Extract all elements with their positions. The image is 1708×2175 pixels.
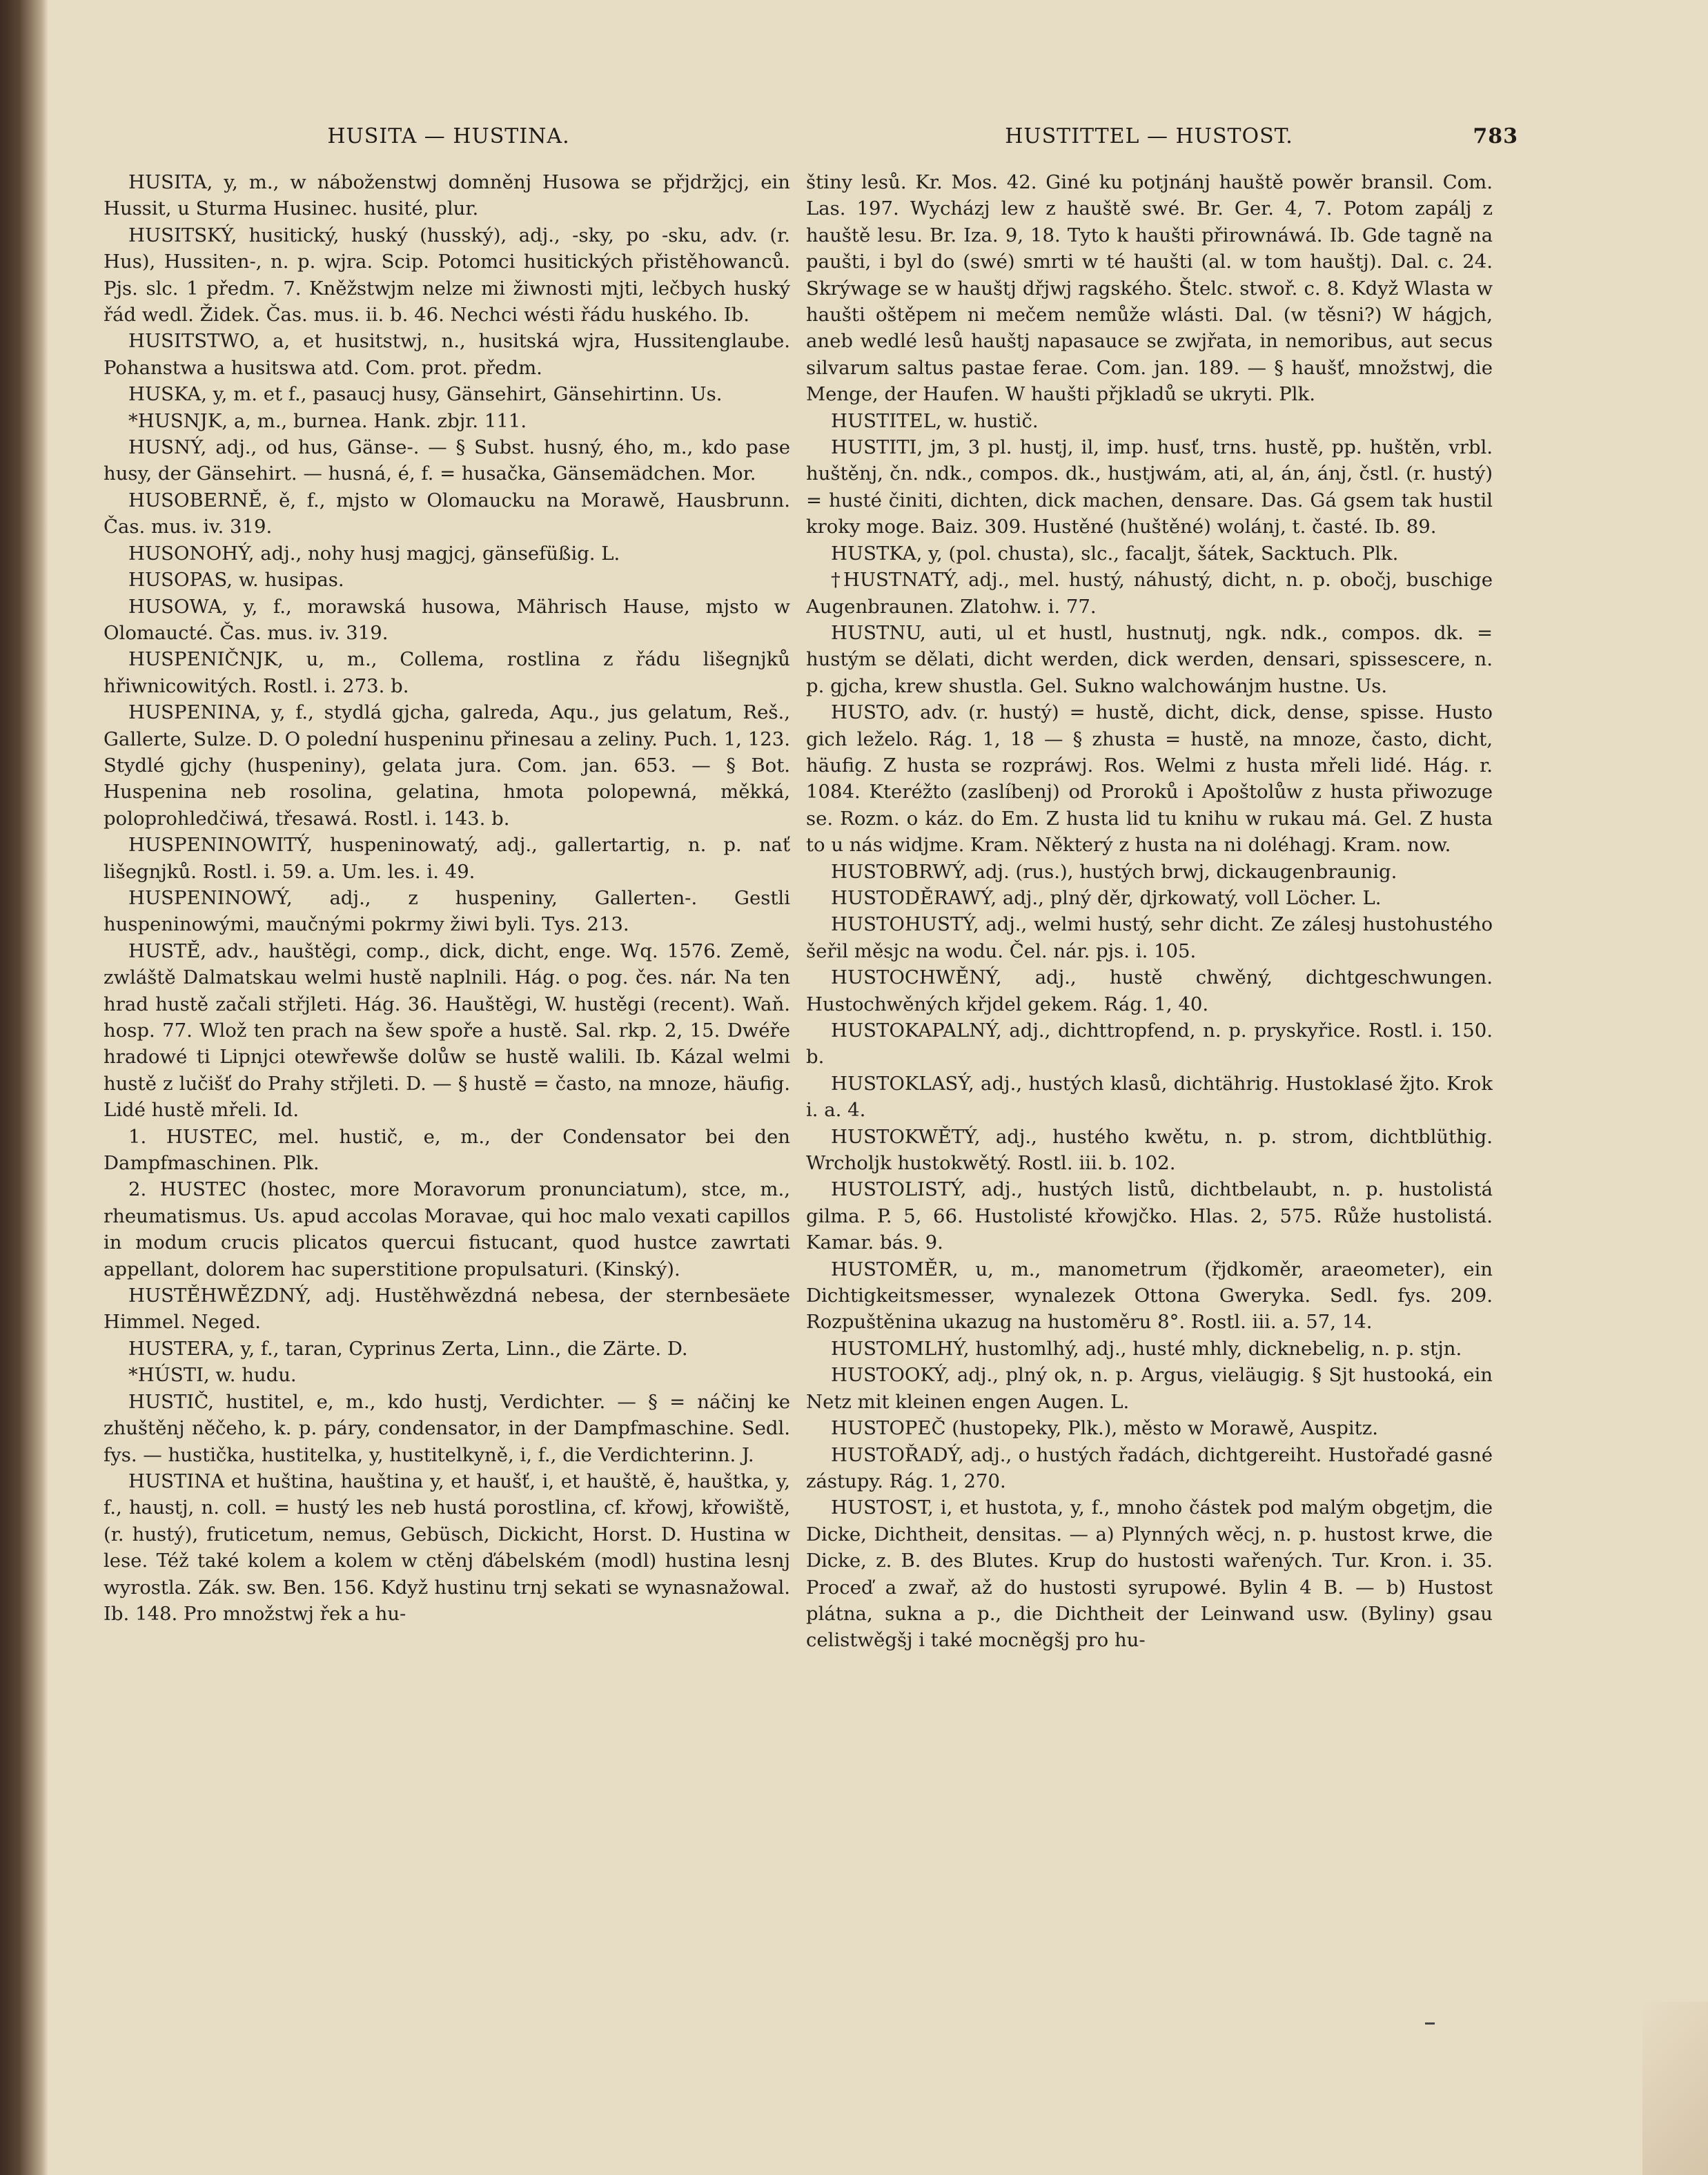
- entry-huska: HUSKA, y, m. et f., pasaucj husy, Gänsehirt, Gänsehirtinn. Us.: [128, 383, 723, 406]
- page-corner-stain: [1642, 2002, 1708, 2175]
- entry-hustomer: HUSTOMĚR, u, m., manometrum (řjdkoměr, araeometer), ein Dichtigkeitsmesser, wynalezek Ottona Gweryka. Sedl. fys. 209. Rozpuštěnina ukazug na hustoměru 8°. Rostl. iii. a. 57, 14.: [806, 1258, 1493, 1334]
- entry-hustoklasy: HUSTOKLASÝ, adj., hustých klasů, dichtährig. Hustoklasé žjto. Krok i. a. 4.: [806, 1072, 1493, 1122]
- entry-husto: HUSTO, adv. (r. hustý) = hustě, dicht, dick, dense, spisse. Husto gich leželo. Rág. 1, 18 — § zhusta = hustě, na mnoze, často, dicht, häufig. Z husta se rozpráwj. Ros. Welmi z husta mřeli lidé. Hág. r. 1084. Kteréžto (zaslíbenj) od Proroků i Apoštolůw z husta přiwozuge se. Rozm. o káz. do Em. Z husta lid tu knihu w rukau má. Gel. Z husta to u nás widjme. Kram. Některý z husta na ni doléhagj. Kram. now.: [806, 701, 1493, 857]
- footer-dash: [1425, 2022, 1435, 2025]
- entry-hustopec: HUSTOPEČ (hustopeky, Plk.), město w Morawě, Auspitz.: [831, 1417, 1378, 1440]
- entry-hustina-continued: štiny lesů. Kr. Mos. 42. Giné ku potjnánj hauště powěr bransil. Com. Las. 197. Wycházj lew z hauště swé. Br. Ger. 4, 7. Potom zapálj z hauště lesu. Br. Iza. 9, 18. Tyto k haušti přirownáwá. Ib. Gde tagně na paušti, i byl do (swé) smrti w té haušti (al. w tom hauštj). Dal. c. 24. Skrýwage se w hauštj dřjwj ragského. Štelc. stwoř. c. 8. Když Wlasta w haušti oštěpem ni mečem nemůže wlásti. Dal. (w těsni?) W hágjch, aneb wedlé lesů hauštj napasauce se zwjřata, in nemoribus, aut secus silvarum saltus pastae ferae. Com. jan. 189. — § haušť, množstwj, die Menge, der Haufen. W haušti přjkladů se ukryti. Plk.: [806, 171, 1493, 406]
- right-column: [806, 169, 1493, 2136]
- entry-husitsky: HUSITSKÝ, husitický, huský (husský), adj., -sky, po -sku, adv. (r. Hus), Hussiten-, n. p. wjra. Scip. Potomci husitických přistěhowanců. Pjs. slc. 1 předm. 7. Kněžstwjm nelze mi žiwnosti mjti, lečbych huský řád wedl. Židek. Čas. mus. ii. b. 46. Nechci wésti řádu huského. Ib.: [104, 224, 790, 326]
- entry-hustokapalny: HUSTOKAPALNÝ, adj., dichttropfend, n. p. pryskyřice. Rostl. i. 150. b.: [806, 1020, 1493, 1069]
- entry-husny: HUSNÝ, adj., od hus, Gänse-. — § Subst. husný, ého, m., kdo pase husy, der Gänsehirt. — husná, é, f. = husačka, Gänsemädchen. Mor.: [104, 436, 790, 485]
- entry-hustera: HUSTERA, y, f., taran, Cyprinus Zerta, Linn., die Zärte. D.: [128, 1337, 688, 1360]
- page-number: 783: [1473, 124, 1518, 148]
- entry-hustina: HUSTINA et huština, hauština y, et haušť, i, et hauště, ě, hauštka, y, f., haustj, n. coll. = hustý les neb hustá porostlina, cf. křowj, křowiště, (r. hustý), fruticetum, nemus, Gebüsch, Dickicht, Horst. D. Hustina w lese. Též také kolem a kolem w ctěnj ďábelském (modl) hustina lesnj wyrostla. Zák. sw. Ben. 156. Když hustinu trnj sekati se wynasnažowal. Ib. 148. Pro množstwj řek a hu-: [104, 1470, 790, 1625]
- entry-hustka: HUSTKA, y, (pol. chusta), slc., facaljt, šátek, Sacktuch. Plk.: [831, 542, 1399, 565]
- dictionary-page: [104, 124, 1518, 2147]
- entry-husitstwo: HUSITSTWO, a, et husitstwj, n., husitská wjra, Hussitenglaube. Pohanstwa a husitswa atd. Com. prot. předm.: [104, 330, 790, 379]
- left-column: [104, 169, 790, 2136]
- entry-hustic: HUSTIČ, hustitel, e, m., kdo hustj, Verdichter. — § = náčinj ke zhuštěnj něčeho, k. p. páry, condensator, in der Dampfmaschine. Sedl. fys. — hustička, hustitelka, y, hustitelkyně, i, f., die Verdichterinn. J.: [104, 1390, 790, 1466]
- entry-husnjk: *HUSNJK, a, m., burnea. Hank. zbjr. 111.: [128, 409, 527, 432]
- entry-hustobrwy: HUSTOBRWÝ, adj. (rus.), hustých brwj, dickaugenbraunig.: [831, 860, 1397, 883]
- entry-hustokwety: HUSTOKWĚTÝ, adj., hustého kwětu, n. p. strom, dichtblüthig. Wrcholjk hustokwětý. Rostl. iii. b. 102.: [806, 1125, 1493, 1175]
- header-right-title: HUSTITTEL — HUSTOST.: [1005, 124, 1293, 148]
- entry-hustohusty: HUSTOHUSTÝ, adj., welmi hustý, sehr dicht. Ze zálesj hustohustého šeřil měsjc na wodu. Čel. nár. pjs. i. 105.: [806, 913, 1493, 962]
- entry-husowa: HUSOWA, y, f., morawská husowa, Mährisch Hause, mjsto w Olomaucté. Čas. mus. iv. 319.: [104, 595, 790, 644]
- entry-hustooky: HUSTOOKÝ, adj., plný ok, n. p. Argus, vieläugig. § Sjt hustooká, ein Netz mit kleinen engen Augen. L.: [806, 1364, 1493, 1413]
- entry-hustoderawy: HUSTODĚRAWÝ, adj., plný děr, djrkowatý, voll Löcher. L.: [831, 886, 1382, 909]
- entry-hustitel: HUSTITEL, w. hustič.: [831, 409, 1039, 432]
- entry-hustost: HUSTOST, i, et hustota, y, f., mnoho částek pod malým obgetjm, die Dicke, Dichtheit, densitas. — a) Plynných wěcj, n. p. hustost krwe, die Dicke, z. B. des Blutes. Krup do hustosti wařených. Tur. Kron. i. 35. Proceď a zwař, až do hustosti syrupowé. Bylin 4 B. — b) Hustost plátna, sukna a p., die Dichtheit der Leinwand usw. (Byliny) gsau celistwěgšj i také mocněgšj pro hu-: [806, 1496, 1493, 1652]
- entry-hustec-1: 1. HUSTEC, mel. hustič, e, m., der Condensator bei den Dampfmaschinen. Plk.: [104, 1125, 790, 1175]
- entry-husita: HUSITA, y, m., w náboženstwj domněnj Husowa se přjdržjcj, ein Hussit, u Sturma Husinec. husité, plur.: [104, 171, 790, 220]
- entry-huste: HUSTĚ, adv., hauštěgi, comp., dick, dicht, enge. Wq. 1576. Země, zwláště Dalmatskau welmi hustě naplnili. Hág. o pog. čes. nár. Na ten hrad hustě začali střjleti. Hág. 36. Hauštěgi, W. hustěgi (recent). Waň. hosp. 77. Wlož ten prach na šew spoře a hustě. Sal. rkp. 2, 15. Dwéře hradowé ti Lipnjci otewřewše dolůw se hustě walili. Ib. Kázal welmi hustě z lučišť do Prahy střjleti. D. — § hustě = často, na mnoze, häufig. Lidé hustě mřeli. Id.: [104, 939, 790, 1122]
- header-left-title: HUSITA — HUSTINA.: [327, 124, 570, 148]
- entry-hustomlhy: HUSTOMLHÝ, hustomlhý, adj., husté mhly, dicknebelig, n. p. stjn.: [831, 1337, 1462, 1360]
- entry-huspeninowity: HUSPENINOWITÝ, huspeninowatý, adj., gallertartig, n. p. nať lišegnjků. Rostl. i. 59. a. Um. les. i. 49.: [104, 834, 790, 883]
- entry-huspenina: HUSPENINA, y, f., stydlá gjcha, galreda, Aqu., jus gelatum, Reš., Gallerte, Sulze. D. O polední huspeninu přinesau a zeliny. Puch. 1, 123. Stydlé gjchy (huspeniny), gelata jura. Com. jan. 653. — § Bot. Huspenina neb rosolina, gelatina, hmota polopewná, měkká, poloprohledčiwá, třesawá. Rostl. i. 143. b.: [104, 701, 790, 830]
- entry-hustec-2: 2. HUSTEC (hostec, more Moravorum pronunciatum), stce, m., rheumatismus. Us. apud accolas Moravae, qui hoc malo vexati capillos in modum crucis plicatos quercui fistucant, quod hustce zawrtati appellant, dolorem hac superstitione propulsaturi. (Kinský).: [104, 1178, 790, 1280]
- running-header: [104, 124, 1518, 166]
- entry-hustiti: HUSTITI, jm, 3 pl. hustj, il, imp. husť, trns. hustě, pp. huštěn, vrbl. huštěnj, čn. ndk., compos. dk., hustjwám, ati, al, án, ánj, čstl. (r. hustý) = husté činiti, dichten, dick machen, densare. Das. Gá gsem tak hustil kroky moge. Baiz. 309. Hustěné (huštěné) wolánj, t. časté. Ib. 89.: [806, 436, 1493, 538]
- entry-hustolisty: HUSTOLISTÝ, adj., hustých listů, dichtbelaubt, n. p. hustolistá gilma. P. 5, 66. Hustolisté křowjčko. Hlas. 2, 575. Růže hustolistá. Kamar. bás. 9.: [806, 1178, 1493, 1254]
- entry-hustnaty: †HUSTNATÝ, adj., mel. hustý, náhustý, dicht, n. p. obočj, buschige Augenbraunen. Zlatohw. i. 77.: [806, 569, 1493, 618]
- entry-husopas: HUSOPAS, w. husipas.: [128, 569, 344, 592]
- entry-husonohy: HUSONOHÝ, adj., nohy husj magjcj, gänsefüßig. L.: [128, 542, 620, 565]
- entry-hustochweny: HUSTOCHWĚNÝ, adj., hustě chwěný, dichtgeschwungen. Hustochwěných křjdel gekem. Rág. 1, 40.: [806, 966, 1493, 1015]
- entry-husoberne: HUSOBERNĚ, ě, f., mjsto w Olomaucku na Morawě, Hausbrunn. Čas. mus. iv. 319.: [104, 489, 790, 538]
- entry-hustehwezdny: HUSTĚHWĚZDNÝ, adj. Hustěhwězdná nebesa, der sternbesäete Himmel. Neged.: [104, 1285, 790, 1334]
- entry-huspeninowy: HUSPENINOWÝ, adj., z huspeniny, Gallerten-. Gestli huspeninowými, maučnými pokrmy žiwi byli. Tys. 213.: [104, 886, 790, 936]
- entry-hustnu: HUSTNU, auti, ul et hustl, hustnutj, ngk. ndk., compos. dk. = hustým se dělati, dicht werden, dick werden, densari, spissescere, n. p. gjcha, krew shustla. Gel. Sukno walchowánjm hustne. Us.: [806, 621, 1493, 697]
- entry-huspenicnjk: HUSPENIČNJK, u, m., Collema, rostlina z řádu lišegnjků hřiwnicowitých. Rostl. i. 273. b.: [104, 648, 790, 697]
- entry-husti: *HÚSTI, w. hudu.: [128, 1364, 297, 1387]
- book-gutter-shadow: [0, 0, 48, 2175]
- entry-hustorady: HUSTOŘADÝ, adj., o hustých řadách, dichtgereiht. Hustořadé gasné zástupy. Rág. 1, 270.: [806, 1443, 1493, 1492]
